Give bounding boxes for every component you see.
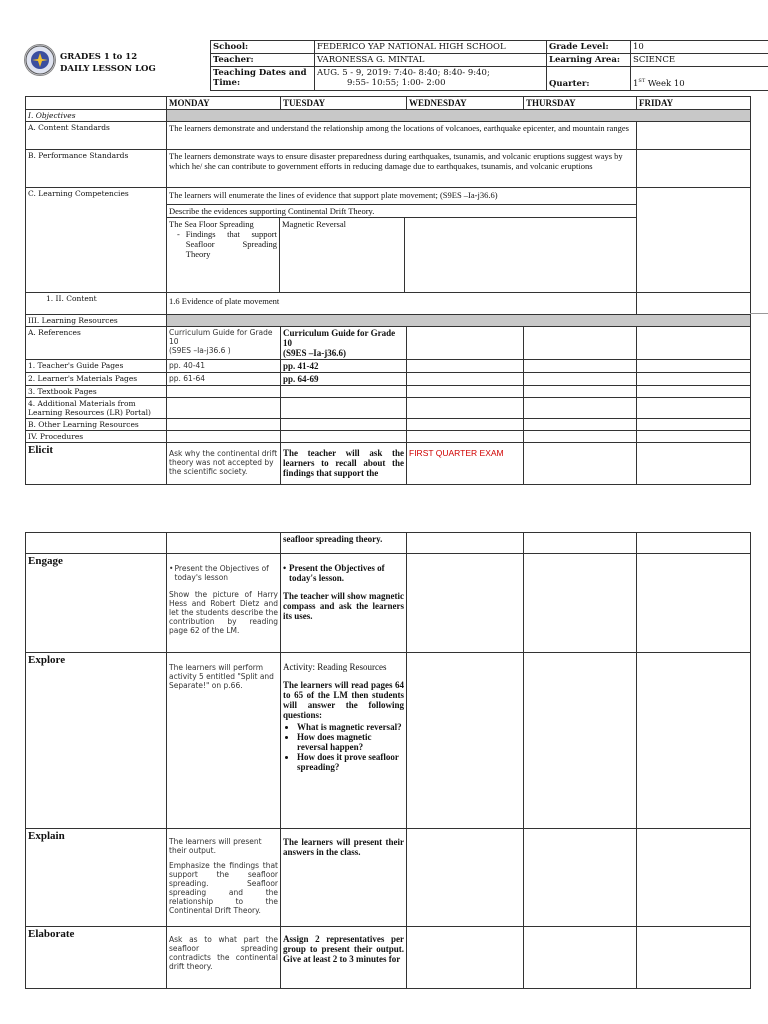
empty-cell [281, 419, 407, 431]
content-standards-text: The learners demonstrate and understand the relationship among the locations of volcanoes, earthquake epicenter, and mountain ranges [167, 122, 637, 150]
empty-cell [637, 927, 751, 989]
empty-cell [637, 533, 751, 554]
references-label: A. References [26, 327, 167, 360]
empty-cell [637, 419, 751, 431]
engage-monday: • Present the Objectives of today's lesson Show the picture of Harry Hess and Robert Dietz and let the students describe the contribution by reading page 62 of the LM. [167, 554, 281, 653]
empty-cell [524, 829, 637, 927]
elaborate-monday: Ask as to what part the seafloor spreading contradicts the continental drift theory. [167, 927, 281, 989]
empty-cell [407, 829, 524, 927]
empty-cell [524, 419, 637, 431]
elicit-tuesday-continued: seafloor spreading theory. [281, 533, 407, 554]
empty-cell [637, 188, 751, 293]
dates-value: AUG. 5 - 9, 2019: 7:40- 8:40; 8:40- 9:40; 9:55- 10:55; 1:00- 2:00 [315, 67, 547, 91]
empty-cell [407, 533, 524, 554]
content-standards-label: A. Content Standards [26, 122, 167, 150]
empty-cell [281, 398, 407, 419]
lesson-log-table [25, 96, 751, 485]
explain-label: Explain [26, 829, 167, 927]
tuesday-references: Curriculum Guide for Grade 10 (S9ES –Ia-j36.6) [281, 327, 407, 360]
textbook-pages-label: 3. Textbook Pages [26, 386, 167, 398]
empty-cell [167, 431, 281, 443]
elicit-wednesday-exam: FIRST QUARTER EXAM [407, 443, 524, 485]
empty-cell [167, 419, 281, 431]
empty-cell [407, 398, 524, 419]
empty-cell [637, 327, 751, 360]
day-monday: MONDAY [167, 97, 281, 110]
explain-monday: The learners will present their output. Emphasize the findings that support the seafloor spreading. Seafloor spreading and the relationship to the Continental Drift Theory. [167, 829, 281, 927]
day-wednesday: WEDNESDAY [407, 97, 524, 110]
empty-cell [637, 554, 751, 653]
elaborate-label: Elaborate [26, 927, 167, 989]
tuesday-competency: Magnetic Reversal [280, 218, 405, 292]
empty-cell [524, 398, 637, 419]
elicit-monday: Ask why the continental drift theory was not accepted by the scientific society. [167, 443, 281, 485]
empty-cell [524, 360, 637, 373]
elaborate-tuesday: Assign 2 representatives per group to present their output. Give at least 2 to 3 minutes for [281, 927, 407, 989]
empty-cell [637, 293, 751, 315]
learning-competencies-label: C. Learning Competencies [26, 188, 167, 293]
learning-area-label: Learning Area: [547, 54, 631, 67]
tg-tuesday: pp. 41-42 [281, 360, 407, 373]
tg-monday: pp. 40-41 [167, 360, 281, 373]
empty-cell [637, 122, 751, 150]
day-friday: FRIDAY [637, 97, 751, 110]
learning-resources-label: III. Learning Resources [26, 315, 167, 327]
empty-cell [524, 431, 637, 443]
empty-cell [637, 150, 751, 188]
empty-cell [524, 386, 637, 398]
empty-cell [637, 373, 751, 386]
empty-cell [167, 533, 281, 554]
dates-label: Teaching Dates and Time: [211, 67, 315, 91]
explore-tuesday: Activity: Reading Resources The learners will read pages 64 to 65 of the LM then students will answer the following questions: • What is magnetic reversal? • How does magnetic reversal happen? • How does it prove seafloor spreading? [281, 653, 407, 829]
grade-label: Grade Level: [547, 41, 631, 54]
question-item: • How does magnetic reversal happen? [297, 732, 404, 752]
empty-cell [26, 533, 167, 554]
elicit-label: Elicit [26, 443, 167, 485]
learning-area-value: SCIENCE [631, 54, 768, 67]
objectives-gray-bar [167, 110, 751, 122]
content-value: 1.6 Evidence of plate movement [167, 293, 637, 315]
content-label: 1. II. Content [26, 293, 167, 315]
additional-materials-label: 4. Additional Materials from Learning Resources (LR) Portal) [26, 398, 167, 419]
empty-cell [637, 360, 751, 373]
resources-gray-bar [167, 315, 751, 327]
empty-cell [524, 373, 637, 386]
learners-materials-label: 2. Learner's Materials Pages [26, 373, 167, 386]
empty-cell [167, 386, 281, 398]
objectives-label: I. Objectives [26, 110, 167, 122]
procedures-label: IV. Procedures [26, 431, 167, 443]
empty-cell [407, 360, 524, 373]
describe-text: Describe the evidences supporting Continental Drift Theory. [167, 204, 636, 217]
empty-cell [407, 373, 524, 386]
learning-competencies-cell [167, 188, 637, 293]
teachers-guide-label: 1. Teacher's Guide Pages [26, 360, 167, 373]
lm-tuesday: pp. 64-69 [281, 373, 407, 386]
empty-cell [407, 386, 524, 398]
empty-cell [637, 398, 751, 419]
elicit-tuesday: The teacher will ask the learners to recall about the findings that support the [281, 443, 407, 485]
empty-cell [167, 398, 281, 419]
explore-questions [283, 722, 404, 772]
empty-cell [637, 443, 751, 485]
quarter-value: 1ST Week 10 [631, 67, 768, 91]
deped-seal-logo [24, 44, 56, 76]
empty-cell [524, 443, 637, 485]
empty-cell [637, 653, 751, 829]
explore-monday: The learners will perform activity 5 entitled "Split and Separate!" on p.66. [167, 653, 281, 829]
empty-cell [407, 419, 524, 431]
day-thursday: THURSDAY [524, 97, 637, 110]
empty-cell [524, 327, 637, 360]
empty-cell [407, 431, 524, 443]
school-value: FEDERICO YAP NATIONAL HIGH SCHOOL [315, 41, 547, 54]
monday-references: Curriculum Guide for Grade 10 (S9ES –Ia-j36.6 ) [167, 327, 281, 360]
question-item: • How does it prove seafloor spreading? [297, 752, 404, 772]
empty-cell [524, 554, 637, 653]
other-resources-label: B. Other Learning Resources [26, 419, 167, 431]
lm-monday: pp. 61-64 [167, 373, 281, 386]
empty-cell [281, 386, 407, 398]
empty-cell [637, 386, 751, 398]
lesson-log-table-page2 [25, 532, 751, 989]
teacher-value: VARONESSA G. MINTAL [315, 54, 547, 67]
performance-standards-text: The learners demonstrate ways to ensure disaster preparedness during earthquakes, tsunamis, and volcanic eruptions suggest ways by which he/ she can contribute to government efforts in reducing damage due to earthquakes, tsunamis, and volcanic eruptions [167, 150, 637, 188]
engage-label: Engage [26, 554, 167, 653]
edge-rule [750, 313, 768, 314]
days-header-row [26, 97, 751, 110]
quarter-label: Quarter: [547, 67, 631, 91]
empty-cell [407, 653, 524, 829]
performance-standards-label: B. Performance Standards [26, 150, 167, 188]
empty-cell [407, 927, 524, 989]
question-item: • What is magnetic reversal? [297, 722, 404, 732]
engage-tuesday: • Present the Objectives of today's lesson. The teacher will show magnetic compass and ask the learners its uses. [281, 554, 407, 653]
empty-cell [524, 653, 637, 829]
empty-cell [637, 431, 751, 443]
empty-cell [637, 829, 751, 927]
explain-tuesday: The learners will present their answers in the class. [281, 829, 407, 927]
log-title-line1: GRADES 1 to 12 [60, 52, 138, 62]
monday-competency: The Sea Floor Spreading - Findings that support Seafloor Spreading Theory [167, 218, 280, 292]
empty-cell [524, 927, 637, 989]
teacher-label: Teacher: [211, 54, 315, 67]
empty-cell [407, 327, 524, 360]
competencies-text: The learners will enumerate the lines of evidence that support plate movement; (S9ES –Ia-j36.6) [169, 190, 498, 200]
empty-cell [407, 554, 524, 653]
empty-cell [524, 533, 637, 554]
empty-cell [281, 431, 407, 443]
log-title-line2: DAILY LESSON LOG [60, 64, 156, 74]
explore-label: Explore [26, 653, 167, 829]
grade-value: 10 [631, 41, 768, 54]
school-label: School: [211, 41, 315, 54]
header-info-table [210, 40, 768, 91]
blank-header-cell [26, 97, 167, 110]
day-tuesday: TUESDAY [281, 97, 407, 110]
